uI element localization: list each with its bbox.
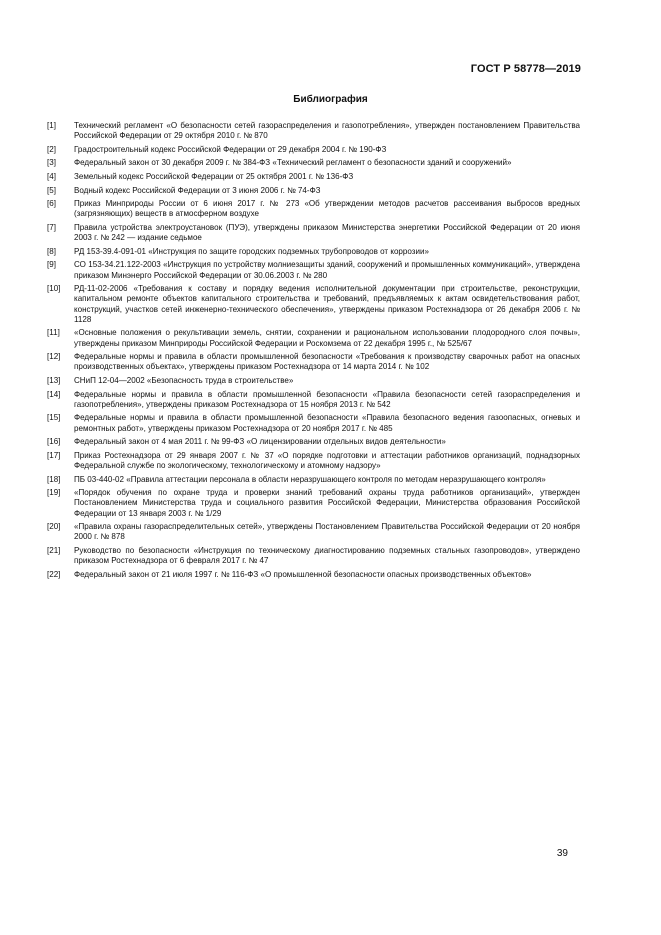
bibliography-entry xyxy=(47,546,580,566)
entry-number: [16] xyxy=(47,437,61,447)
bibliography-entry xyxy=(47,451,580,471)
bibliography-entry xyxy=(47,328,580,348)
entry-number: [21] xyxy=(47,545,61,555)
bibliography-entry xyxy=(47,186,580,196)
entry-text: Земельный кодекс Российской Федерации от 25 октября 2001 г. № 136-ФЗ xyxy=(74,171,354,181)
bibliography-entry xyxy=(47,352,580,372)
entry-number: [12] xyxy=(47,352,61,362)
entry-number: [5] xyxy=(47,185,56,195)
entry-number: [17] xyxy=(47,450,61,460)
entry-text: Федеральные нормы и правила в области промышленной безопасности «Правила безопасности сетей газораспределения и газопотребления», утверждены приказом Ростехнадзора от 15 ноября 2013 г. № 542 xyxy=(74,389,580,409)
bibliography-entry xyxy=(47,223,580,243)
bibliography-entry xyxy=(47,247,580,257)
entry-text: Федеральный закон от 21 июля 1997 г. № 116-ФЗ «О промышленной безопасности опасных производственных объектов» xyxy=(74,569,532,579)
entry-number: [22] xyxy=(47,569,61,579)
bibliography-entry xyxy=(47,121,580,141)
bibliography-entry xyxy=(47,488,580,519)
entry-text: «Порядок обучения по охране труда и проверки знаний требований охраны труда работников организаций», утвержден Постановлением Министерства труда и социального развития Российской Федерации, Министерства образования Российской Федерации от 13 января 2003 г. № 1/29 xyxy=(74,488,580,518)
bibliography-entry xyxy=(47,475,580,485)
entry-number: [7] xyxy=(47,222,56,232)
bibliography-entry xyxy=(47,413,580,433)
entry-number: [2] xyxy=(47,144,56,154)
entry-number: [3] xyxy=(47,158,56,168)
entry-number: [9] xyxy=(47,260,56,270)
entry-text: СНиП 12-04—2002 «Безопасность труда в строительстве» xyxy=(74,375,294,385)
bibliography-entry xyxy=(47,260,580,280)
bibliography-entry xyxy=(47,158,580,168)
page-number: 39 xyxy=(556,848,568,859)
entry-number: [20] xyxy=(47,522,61,532)
entry-text: Федеральные нормы и правила в области промышленной безопасности «Требования к производству сварочных работ на опасных производственных объектах», утверждены приказом Ростехнадзора от 14 марта 2014 г. № 102 xyxy=(74,352,580,372)
entry-text: Руководство по безопасности «Инструкция по техническому диагностированию подземных стальных газопроводов», утверждено приказом Ростехнадзора от 6 февраля 2017 г. № 47 xyxy=(74,545,580,566)
entry-text: Технический регламент «О безопасности сетей газораспределения и газопотребления», утвержден постановлением Правительства Российской Федерации от 29 октября 2010 г. № 870 xyxy=(74,121,580,141)
entry-text: СО 153-34.21.122-2003 «Инструкция по устройству молниезащиты зданий, сооружений и промышленных коммуникаций», утверждена приказом Минэнерго Российской Федерации от 30.06.2003 г. № 280 xyxy=(74,260,580,280)
entry-number: [6] xyxy=(47,199,56,209)
bibliography-entry xyxy=(47,522,580,542)
entry-text: «Основные положения о рекультивации земель, снятии, сохранении и рациональном использовании плодородного слоя почвы», утверждены приказом Минприроды Российской Федерации и Роскомзема от 22 декабря 1995 г., № 525/67 xyxy=(74,328,580,348)
bibliography-entry xyxy=(47,570,580,580)
entry-text: Федеральный закон от 30 декабря 2009 г. № 384-ФЗ «Технический регламент о безопасности зданий и сооружений» xyxy=(74,158,512,168)
entry-text: ПБ 03-440-02 «Правила аттестации персонала в области неразрушающего контроля по методам неразрушающего контроля» xyxy=(74,474,546,484)
entry-text: Приказ Минприроды России от 6 июня 2017 г. № 273 «Об утверждении методов расчетов рассеивания выбросов вредных (загрязняющих) веществ в атмосферном воздухе xyxy=(74,199,580,219)
entry-number: [15] xyxy=(47,413,61,423)
bibliography-entry xyxy=(47,145,580,155)
entry-text: Водный кодекс Российской Федерации от 3 июня 2006 г. № 74-ФЗ xyxy=(74,185,321,195)
entry-number: [1] xyxy=(47,121,56,130)
bibliography-entry xyxy=(47,172,580,182)
entry-text: РД 153-39.4-091-01 «Инструкция по защите городских подземных трубопроводов от коррозии» xyxy=(74,246,429,256)
entry-text: Приказ Ростехнадзора от 29 января 2007 г. № 37 «О порядке подготовки и аттестации работников организаций, поднадзорных Федеральной службе по экологическому, технологическому и атомному надзору» xyxy=(74,450,580,470)
entry-number: [19] xyxy=(47,488,61,498)
bibliography-entry xyxy=(47,199,580,219)
entry-text: РД-11-02-2006 «Требования к составу и порядку ведения исполнительной документации при строительстве, реконструкции, капитальном ремонте объектов капитального строительства и требований, предъявляемых к актам освидетельствования работ, конструкций, участков сетей инженерно-технического обеспечения», утверждены приказом Ростехнадзора от 26 декабря 2006 г. № 1128 xyxy=(74,284,580,324)
entry-text: Градостроительный кодекс Российской Федерации от 29 декабря 2004 г. № 190-ФЗ xyxy=(74,144,387,154)
entry-number: [8] xyxy=(47,246,56,256)
entry-number: [13] xyxy=(47,375,61,385)
document-standard-number: ГОСТ Р 58778—2019 xyxy=(470,63,581,75)
bibliography-entry xyxy=(47,437,580,447)
page-title: Библиография xyxy=(293,94,368,105)
entry-number: [4] xyxy=(47,171,56,181)
entry-text: Правила устройства электроустановок (ПУЭ), утверждены приказом Министерства энергетики Российской Федерации от 20 июня 2003 г. № 242 — издание седьмое xyxy=(74,222,580,243)
entry-number: [14] xyxy=(47,389,61,399)
entry-number: [18] xyxy=(47,474,61,484)
bibliography-list xyxy=(47,121,580,583)
entry-text: Федеральные нормы и правила в области промышленной безопасности «Правила безопасного ведения газоопасных, огневых и ремонтных работ», утверждены приказом Ростехнадзора от 20 ноября 2017 г. № 485 xyxy=(74,413,580,433)
entry-number: [11] xyxy=(47,328,60,338)
bibliography-entry xyxy=(47,376,580,386)
bibliography-entry xyxy=(47,390,580,410)
bibliography-entry xyxy=(47,284,580,325)
entry-number: [10] xyxy=(47,284,61,294)
entry-text: Федеральный закон от 4 мая 2011 г. № 99-ФЗ «О лицензировании отдельных видов деятельности» xyxy=(74,437,446,447)
entry-text: «Правила охраны газораспределительных сетей», утверждены Постановлением Правительства Российской Федерации от 20 ноября 2000 г. № 878 xyxy=(74,522,580,542)
